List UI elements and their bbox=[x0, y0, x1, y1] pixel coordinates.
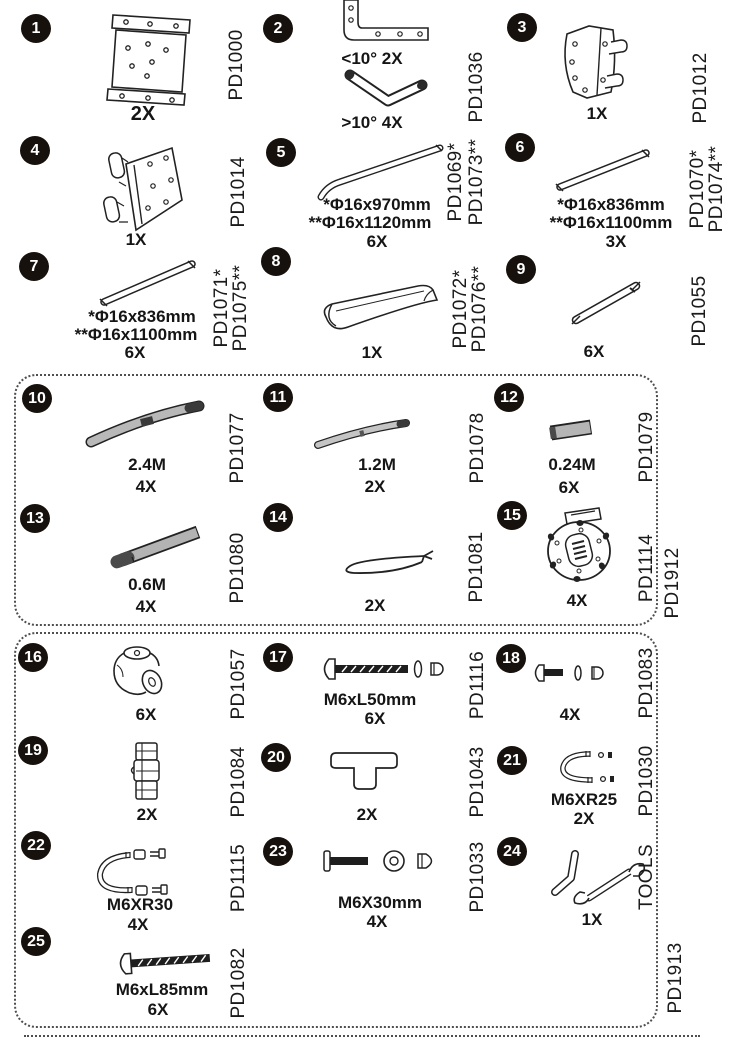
part-1-code: PD1000 bbox=[226, 29, 247, 101]
part-10-qty: 4X bbox=[135, 477, 157, 496]
next-box-cut-line bbox=[24, 1035, 700, 1037]
part-1-badge: 1 bbox=[21, 14, 51, 43]
part-15-code: PD1114 bbox=[636, 533, 657, 603]
part-2-badge: 2 bbox=[263, 14, 293, 43]
part-12-qty: 6X bbox=[558, 478, 580, 497]
part-13-badge: 13 bbox=[20, 504, 50, 533]
part-7-dim1: *Φ16x836mm bbox=[88, 307, 196, 326]
part-5-badge: 5 bbox=[266, 138, 296, 167]
part-8-code2: PD1076** bbox=[469, 265, 490, 353]
part-6-drawing bbox=[548, 143, 656, 195]
part-15-drawing bbox=[543, 503, 615, 583]
part-5-code2: PD1073** bbox=[466, 138, 487, 226]
part-4-drawing bbox=[92, 138, 190, 236]
part-18-badge: 18 bbox=[496, 644, 526, 673]
part-3-drawing bbox=[553, 18, 645, 106]
part-11-dim: 1.2M bbox=[358, 455, 396, 474]
part-22-code: PD1115 bbox=[228, 843, 249, 913]
part-13-dim: 0.6M bbox=[128, 575, 166, 594]
part-17-badge: 17 bbox=[263, 643, 293, 672]
part-22-badge: 22 bbox=[21, 831, 51, 860]
part-9-code: PD1055 bbox=[689, 275, 710, 347]
part-10-badge: 10 bbox=[22, 384, 52, 413]
part-21-qty: 2X bbox=[573, 809, 595, 828]
part-2-variant1: <10° 2X bbox=[341, 49, 403, 68]
part-19-badge: 19 bbox=[18, 736, 48, 765]
part-18-drawing bbox=[530, 658, 618, 688]
part-3-badge: 3 bbox=[507, 13, 537, 42]
part-5-code1: PD1069* bbox=[445, 142, 466, 222]
part-22-qty: 4X bbox=[127, 915, 149, 934]
part-8-code1: PD1072* bbox=[450, 269, 471, 349]
part-6-code1: PD1070* bbox=[687, 149, 708, 229]
part-20-badge: 20 bbox=[261, 743, 291, 772]
part-10-code: PD1077 bbox=[227, 412, 248, 484]
part-19-drawing bbox=[128, 740, 166, 804]
part-1-qty: 2X bbox=[130, 103, 156, 125]
part-11-code: PD1078 bbox=[467, 412, 488, 484]
part-6-badge: 6 bbox=[505, 133, 535, 162]
part-5-qty: 6X bbox=[366, 232, 388, 251]
part-17-code: PD1116 bbox=[467, 650, 488, 720]
part-20-qty: 2X bbox=[356, 805, 378, 824]
part-25-badge: 25 bbox=[21, 927, 51, 956]
part-5-drawing bbox=[308, 140, 446, 202]
part-19-code: PD1084 bbox=[228, 746, 249, 818]
part-19-qty: 2X bbox=[136, 805, 158, 824]
part-14-drawing bbox=[336, 546, 436, 588]
part-2-bracket-drawing bbox=[322, 0, 434, 48]
part-11-badge: 11 bbox=[263, 383, 293, 412]
part-7-badge: 7 bbox=[19, 252, 49, 281]
part-2-code: PD1036 bbox=[466, 51, 487, 123]
part-22-dim: M6XR30 bbox=[106, 895, 174, 914]
part-16-badge: 16 bbox=[18, 643, 48, 672]
part-18-code: PD1083 bbox=[636, 647, 657, 719]
part-5-dim2: **Φ16x1120mm bbox=[308, 213, 432, 232]
part-21-badge: 21 bbox=[497, 746, 527, 775]
part-7-qty: 6X bbox=[124, 343, 146, 362]
part-11-drawing bbox=[308, 411, 416, 453]
part-14-qty: 2X bbox=[364, 596, 386, 615]
part-21-drawing bbox=[550, 746, 618, 794]
part-25-drawing bbox=[112, 942, 220, 980]
part-7-dim2: **Φ16x1100mm bbox=[74, 325, 198, 344]
part-3-qty: 1X bbox=[586, 104, 608, 123]
part-23-badge: 23 bbox=[263, 837, 293, 866]
part-20-code: PD1043 bbox=[467, 746, 488, 818]
part-20-drawing bbox=[326, 748, 404, 794]
part-21-code: PD1030 bbox=[636, 745, 657, 817]
part-1-drawing bbox=[92, 4, 202, 104]
part-23-drawing bbox=[318, 846, 446, 876]
part-18-qty: 4X bbox=[559, 705, 581, 724]
part-12-code: PD1079 bbox=[636, 411, 657, 483]
part-14-code: PD1081 bbox=[466, 531, 487, 603]
part-3-code: PD1012 bbox=[690, 52, 711, 124]
part-23-qty: 4X bbox=[366, 912, 388, 931]
part-25-qty: 6X bbox=[147, 1000, 169, 1019]
part-8-badge: 8 bbox=[261, 247, 291, 276]
part-4-qty: 1X bbox=[125, 230, 147, 249]
part-9-drawing bbox=[562, 272, 650, 330]
part-13-code: PD1080 bbox=[227, 532, 248, 604]
part-16-code: PD1057 bbox=[228, 648, 249, 720]
part-12-drawing bbox=[541, 416, 599, 444]
part-25-dim: M6xL85mm bbox=[115, 980, 209, 999]
part-7-code1: PD1071* bbox=[211, 268, 232, 348]
part-14-badge: 14 bbox=[263, 503, 293, 532]
part-8-drawing bbox=[306, 281, 446, 343]
part-24-badge: 24 bbox=[497, 837, 527, 866]
part-6-qty: 3X bbox=[605, 232, 627, 251]
group-1-code: PD1912 bbox=[662, 547, 683, 619]
part-12-badge: 12 bbox=[494, 383, 524, 412]
part-7-code2: PD1075** bbox=[230, 264, 251, 352]
group-2-code: PD1913 bbox=[665, 942, 686, 1014]
part-12-dim: 0.24M bbox=[548, 455, 596, 474]
part-23-code: PD1033 bbox=[467, 841, 488, 913]
part-7-drawing bbox=[92, 250, 200, 312]
part-10-dim: 2.4M bbox=[128, 455, 166, 474]
part-21-dim: M6XR25 bbox=[550, 790, 618, 809]
part-13-drawing bbox=[92, 518, 210, 572]
part-2-tube-drawing bbox=[338, 68, 430, 114]
part-13-qty: 4X bbox=[135, 597, 157, 616]
part-16-drawing bbox=[103, 643, 171, 701]
part-15-badge: 15 bbox=[497, 501, 527, 530]
part-24-qty: 1X bbox=[581, 910, 603, 929]
part-6-dim2: **Φ16x1100mm bbox=[549, 213, 673, 232]
part-23-dim: M6X30mm bbox=[337, 893, 423, 912]
part-17-dim: M6xL50mm bbox=[323, 690, 417, 709]
part-25-code: PD1082 bbox=[228, 947, 249, 1019]
part-4-badge: 4 bbox=[20, 136, 50, 165]
part-8-qty: 1X bbox=[361, 343, 383, 362]
part-2-variant2: >10° 4X bbox=[341, 113, 403, 132]
part-6-code2: PD1074** bbox=[706, 145, 727, 233]
part-10-drawing bbox=[83, 396, 207, 450]
part-9-qty: 6X bbox=[583, 342, 605, 361]
part-11-qty: 2X bbox=[364, 477, 386, 496]
part-9-badge: 9 bbox=[506, 255, 536, 284]
part-17-drawing bbox=[318, 653, 446, 685]
part-16-qty: 6X bbox=[135, 705, 157, 724]
part-17-qty: 6X bbox=[364, 709, 386, 728]
part-15-qty: 4X bbox=[566, 591, 588, 610]
part-24-code: TOOLS bbox=[636, 843, 657, 911]
part-6-dim1: *Φ16x836mm bbox=[557, 195, 665, 214]
part-5-dim1: *Φ16x970mm bbox=[323, 195, 431, 214]
part-4-code: PD1014 bbox=[228, 156, 249, 228]
